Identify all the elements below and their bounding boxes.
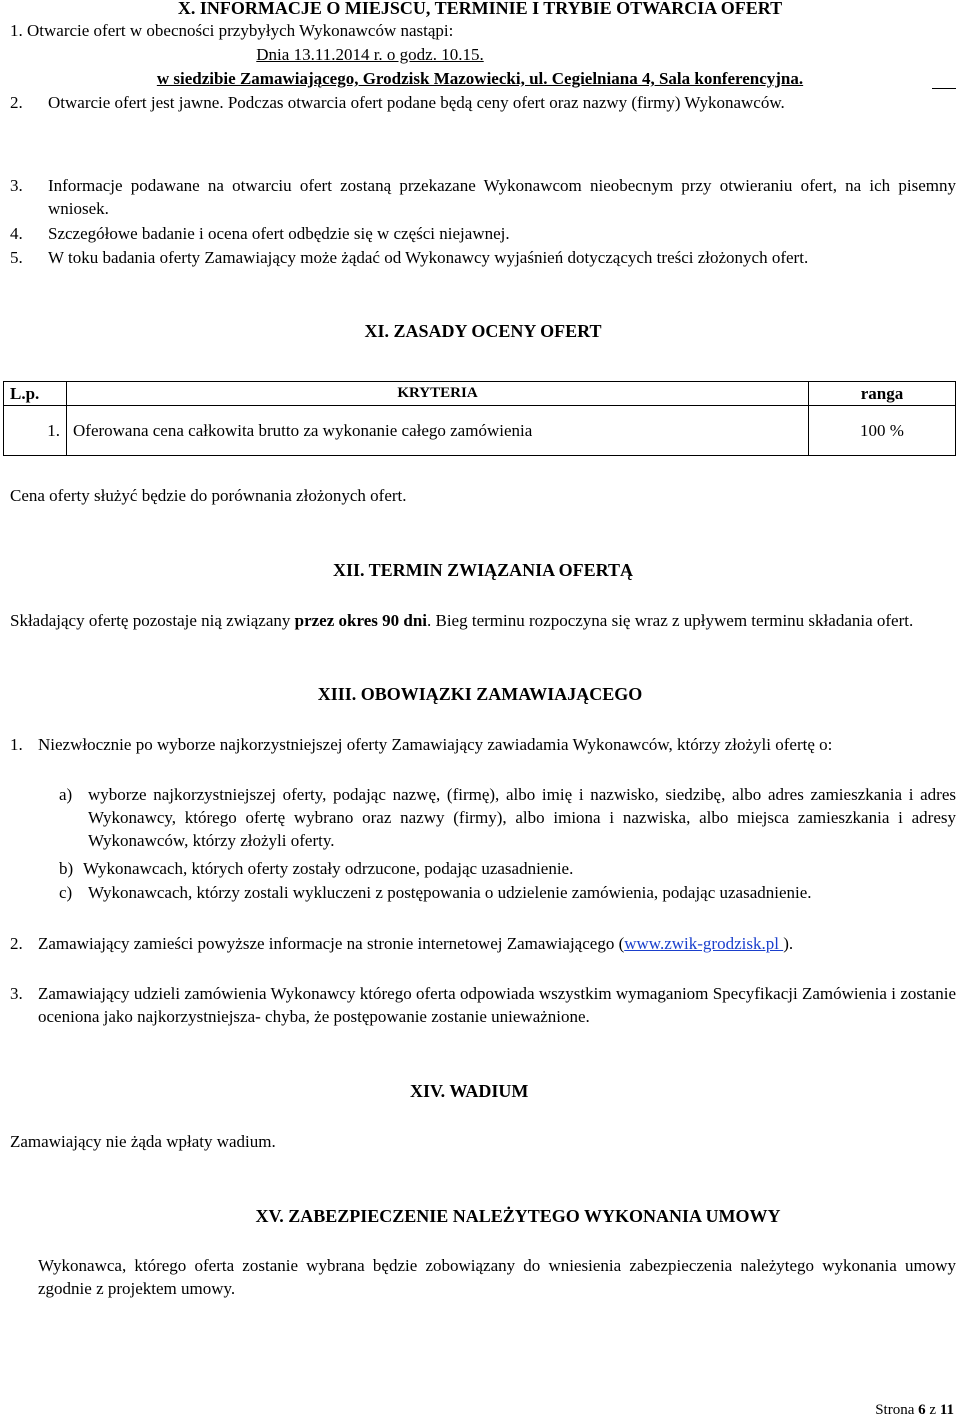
s12-text-a: Składający ofertę pozostaje nią związany — [10, 611, 295, 630]
header-kryteria: KRYTERIA — [67, 382, 809, 406]
s12-text — [10, 609, 956, 632]
s14-text: Zamawiający nie żąda wpłaty wadium. — [10, 1132, 276, 1151]
s13-item-b-num: b) — [59, 859, 74, 878]
criteria-row-weight: 100 % — [809, 406, 956, 456]
s13-item-c: Wykonawcach, którzy zostali wykluczeni z postępowania o udzielenie zamówienia, podając uzasadnienie. — [88, 883, 812, 902]
criteria-row-lp: 1. — [4, 406, 67, 456]
criteria-table — [3, 381, 956, 456]
s13-item-2-text-b: ). — [783, 934, 794, 953]
section-xi-heading: XI. ZASADY OCENY OFERT — [364, 321, 602, 341]
s10-item-2-text: Otwarcie ofert jest jawne. Podczas otwarcia ofert podane będą ceny ofert oraz nazwy (firmy) Wykonawców. — [48, 93, 785, 112]
criteria-header-row — [4, 382, 956, 406]
s10-item-2 — [48, 91, 956, 114]
s13-item-2-num: 2. — [10, 934, 23, 953]
page-number-current: 6 — [918, 1402, 926, 1418]
header-lp: L.p. — [4, 382, 67, 406]
s10-item-4-num: 4. — [10, 224, 23, 243]
s13-item-a: wyborze najkorzystniejszej oferty, podając nazwę, (firmę), albo imię i nazwisko, siedzibę, albo adres zamieszkania i adres Wykonawcy, którego ofertę wybrano oraz nazwy (firmy), albo imiona i nazwiska, albo miejsca zamieszkania i adresy Wykonawców, którzy złożyli oferty. — [88, 785, 956, 850]
section-x-heading: X. INFORMACJE O MIEJSCU, TERMINIE I TRYBIE OTWARCIA OFERT — [177, 0, 783, 18]
s11-note: Cena oferty służyć będzie do porównania złożonych ofert. — [10, 486, 407, 505]
s13-item-b: Wykonawcach, których oferty zostały odrzucone, podając uzasadnienie. — [83, 859, 574, 878]
s13-item-3-num: 3. — [10, 984, 23, 1003]
s12-text-period: przez okres 90 dni — [294, 611, 427, 630]
s10-item-1: 1. Otwarcie ofert w obecności przybyłych Wykonawców nastąpi: — [10, 21, 454, 40]
s13-item-c-num: c) — [59, 883, 73, 902]
section-xiii-heading: XIII. OBOWIĄZKI ZAMAWIAJĄCEGO — [317, 684, 643, 704]
s10-item-5-num: 5. — [10, 248, 23, 267]
section-xv-heading: XV. ZABEZPIECZENIE NALEŻYTEGO WYKONANIA UMOWY — [255, 1206, 781, 1226]
zwik-website-link[interactable]: www.zwik-grodzisk.pl — [624, 934, 784, 953]
page-number-prefix: Strona — [875, 1402, 919, 1418]
s10-date-line: Dnia 13.11.2014 r. o godz. 10.15. — [256, 45, 484, 64]
criteria-row-desc: Oferowana cena całkowita brutto za wykonanie całego zamówienia — [67, 406, 809, 456]
s13-item-2-text-a: Zamawiający zamieści powyższe informacje na stronie internetowej Zamawiającego ( — [38, 934, 625, 953]
s10-item-2-num: 2. — [10, 93, 23, 112]
s10-item-5: W toku badania oferty Zamawiający może żądać od Wykonawcy wyjaśnień dotyczących treści złożonych ofert. — [48, 248, 809, 267]
s13-item-3: Zamawiający udzieli zamówienia Wykonawcy którego oferta odpowiada wszystkim wymaganiom Specyfikacji Zamówienia i zostanie oceniona jako najkorzystniejsza- chyba, że postępowanie zostanie unieważnione. — [38, 984, 956, 1026]
s10-item-4: Szczegółowe badanie i ocena ofert odbędzie się w części niejawnej. — [48, 224, 510, 243]
s10-item-3: Informacje podawane na otwarciu ofert zostaną przekazane Wykonawcom nieobecnym przy otwieraniu ofert, na ich pisemny wniosek. — [48, 176, 956, 218]
s15-text: Wykonawca, którego oferta zostanie wybrana będzie zobowiązany do wniesienia zabezpieczenia należytego wykonania umowy zgodnie z projektem umowy. — [38, 1256, 956, 1298]
s12-text-c: . Bieg terminu rozpoczyna się wraz z upływem terminu składania ofert. — [427, 611, 914, 630]
criteria-row — [4, 406, 956, 456]
section-xiv-heading: XIV. WADIUM — [410, 1081, 529, 1101]
s13-item-1: Niezwłocznie po wyborze najkorzystniejszej oferty Zamawiający zawiadamia Wykonawców, którzy złożyli ofertę o: — [38, 735, 833, 754]
page-number-mid: z — [925, 1402, 940, 1418]
header-ranga: ranga — [809, 382, 956, 406]
section-xii-heading: XII. TERMIN ZWIĄZANIA OFERTĄ — [332, 560, 634, 580]
s13-item-1-num: 1. — [10, 735, 23, 754]
page-number-total: 11 — [939, 1402, 954, 1418]
s13-item-a-num: a) — [59, 785, 73, 804]
s10-location-line: w siedzibie Zamawiającego, Grodzisk Mazowiecki, ul. Cegielniana 4, Sala konferencyjna. — [156, 69, 804, 88]
s10-item-3-num: 3. — [10, 176, 23, 195]
underline-mark — [932, 67, 956, 89]
s13-item-2 — [38, 932, 956, 955]
page-number — [875, 1402, 954, 1419]
